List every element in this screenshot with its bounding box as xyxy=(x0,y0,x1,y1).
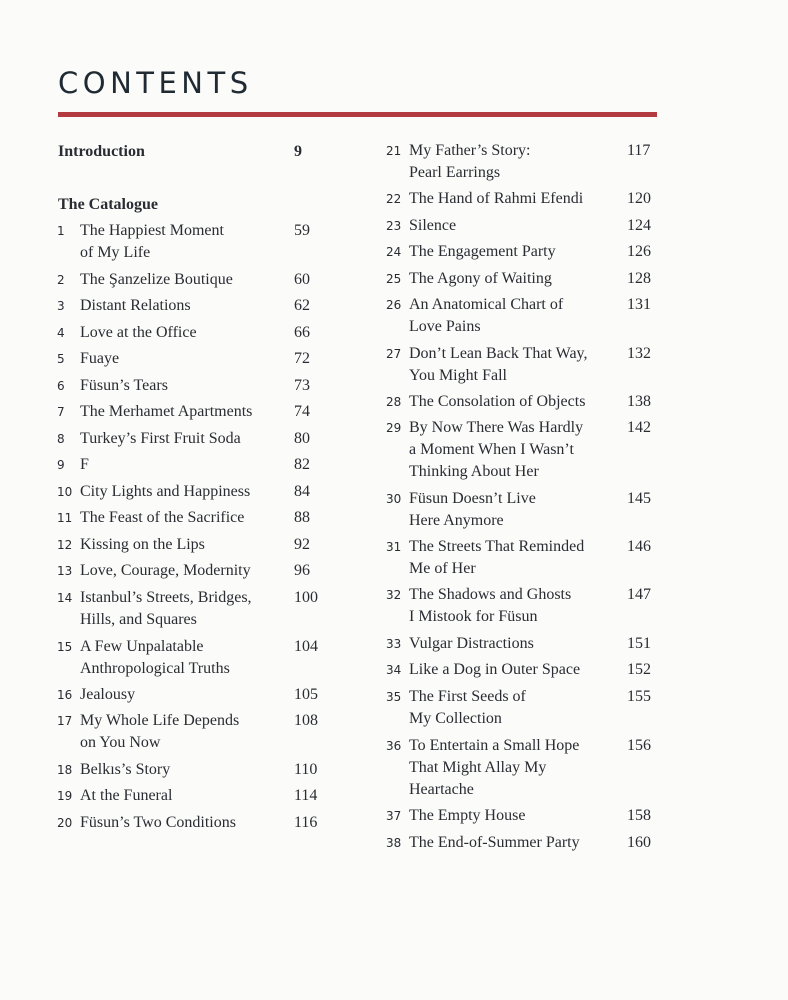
chapter-page: 88 xyxy=(294,509,310,526)
chapter-title: You Might Fall xyxy=(409,367,507,384)
chapter-number: 38 xyxy=(386,836,402,850)
chapter-number: 14 xyxy=(57,591,73,605)
chapter-title: Jealousy xyxy=(80,686,136,703)
chapter-page: 132 xyxy=(627,345,651,362)
chapter-title: Fuaye xyxy=(80,350,120,367)
chapter-title: The Happiest Moment xyxy=(80,222,224,239)
chapter-title: My Father’s Story: xyxy=(409,142,531,159)
chapter-title: Füsun’s Tears xyxy=(80,377,168,394)
chapter-title: Belkıs’s Story xyxy=(80,761,171,778)
chapter-page: 147 xyxy=(627,586,651,603)
chapter-page: 66 xyxy=(294,324,310,341)
chapter-title: Love at the Office xyxy=(80,324,197,341)
chapter-title: Me of Her xyxy=(409,560,476,577)
chapter-number: 17 xyxy=(57,714,73,728)
chapter-number: 4 xyxy=(57,326,65,340)
chapter-title: Pearl Earrings xyxy=(409,164,501,181)
chapter-title: Anthropological Truths xyxy=(80,660,230,677)
chapter-title: An Anatomical Chart of xyxy=(409,296,564,313)
chapter-number: 1 xyxy=(57,224,65,238)
chapter-title: Love, Courage, Modernity xyxy=(80,562,251,579)
chapter-page: 80 xyxy=(294,430,310,447)
chapter-page: 82 xyxy=(294,456,310,473)
chapter-page: 105 xyxy=(294,686,318,703)
chapter-title: The First Seeds of xyxy=(409,688,526,705)
chapter-page: 146 xyxy=(627,538,651,555)
chapter-page: 124 xyxy=(627,217,651,234)
chapter-title: The Shadows and Ghosts xyxy=(409,586,572,603)
chapter-number: 31 xyxy=(386,540,402,554)
chapter-title: City Lights and Happiness xyxy=(80,483,251,500)
section-heading: The Catalogue xyxy=(58,196,158,213)
chapter-number: 27 xyxy=(386,347,402,361)
chapter-title: on You Now xyxy=(80,734,161,751)
chapter-page: 73 xyxy=(294,377,310,394)
chapter-number: 8 xyxy=(57,432,65,446)
chapter-page: 155 xyxy=(627,688,651,705)
chapter-number: 33 xyxy=(386,637,402,651)
chapter-number: 22 xyxy=(386,192,402,206)
chapter-page: 160 xyxy=(627,834,651,851)
chapter-page: 142 xyxy=(627,419,651,436)
chapter-title: F xyxy=(80,456,89,473)
chapter-title: The Agony of Waiting xyxy=(409,270,552,287)
chapter-page: 60 xyxy=(294,271,310,288)
chapter-title: The Merhamet Apartments xyxy=(80,403,253,420)
chapter-number: 18 xyxy=(57,763,73,777)
chapter-title: The Empty House xyxy=(409,807,526,824)
chapter-number: 6 xyxy=(57,379,65,393)
chapter-title: Like a Dog in Outer Space xyxy=(409,661,581,678)
chapter-page: 138 xyxy=(627,393,651,410)
chapter-title: Hills, and Squares xyxy=(80,611,197,628)
chapter-number: 34 xyxy=(386,663,402,677)
chapter-number: 28 xyxy=(386,395,402,409)
chapter-number: 21 xyxy=(386,144,402,158)
chapter-page: 72 xyxy=(294,350,310,367)
chapter-title: Vulgar Distractions xyxy=(409,635,534,652)
chapter-number: 26 xyxy=(386,298,402,312)
chapter-number: 9 xyxy=(57,458,65,472)
chapter-title: Silence xyxy=(409,217,457,234)
introduction-page: 9 xyxy=(294,143,302,160)
chapter-number: 10 xyxy=(57,485,73,499)
chapter-title: The Consolation of Objects xyxy=(409,393,586,410)
chapter-number: 29 xyxy=(386,421,402,435)
chapter-page: 151 xyxy=(627,635,651,652)
chapter-title: Istanbul’s Streets, Bridges, xyxy=(80,589,252,606)
chapter-title: Distant Relations xyxy=(80,297,191,314)
chapter-page: 120 xyxy=(627,190,651,207)
chapter-page: 92 xyxy=(294,536,310,553)
chapter-page: 126 xyxy=(627,243,651,260)
chapter-page: 114 xyxy=(294,787,318,804)
chapter-number: 16 xyxy=(57,688,73,702)
chapter-number: 36 xyxy=(386,739,402,753)
chapter-number: 13 xyxy=(57,564,73,578)
chapter-number: 30 xyxy=(386,492,402,506)
chapter-page: 158 xyxy=(627,807,651,824)
chapter-title: The Şanzelize Boutique xyxy=(80,271,233,288)
chapter-number: 25 xyxy=(386,272,402,286)
chapter-page: 84 xyxy=(294,483,310,500)
chapter-title: a Moment When I Wasn’t xyxy=(409,441,574,458)
chapter-number: 24 xyxy=(386,245,402,259)
chapter-page: 145 xyxy=(627,490,651,507)
chapter-page: 131 xyxy=(627,296,651,313)
chapter-title: Thinking About Her xyxy=(409,463,539,480)
chapter-title: Turkey’s First Fruit Soda xyxy=(80,430,241,447)
chapter-title: The Engagement Party xyxy=(409,243,556,260)
chapter-number: 3 xyxy=(57,299,65,313)
chapter-title: Don’t Lean Back That Way, xyxy=(409,345,588,362)
chapter-title: A Few Unpalatable xyxy=(80,638,204,655)
chapter-title: My Whole Life Depends xyxy=(80,712,240,729)
chapter-title: That Might Allay My xyxy=(409,759,547,776)
chapter-title: of My Life xyxy=(80,244,151,261)
chapter-number: 5 xyxy=(57,352,65,366)
chapter-number: 11 xyxy=(57,511,73,525)
chapter-title: The Hand of Rahmi Efendi xyxy=(409,190,584,207)
chapter-number: 32 xyxy=(386,588,402,602)
chapter-title: Kissing on the Lips xyxy=(80,536,205,553)
chapter-number: 23 xyxy=(386,219,402,233)
chapter-page: 108 xyxy=(294,712,318,729)
chapter-title: Füsun Doesn’t Live xyxy=(409,490,536,507)
chapter-page: 117 xyxy=(627,142,651,159)
chapter-title: Füsun’s Two Conditions xyxy=(80,814,236,831)
page-title: CONTENTS xyxy=(58,66,253,100)
chapter-page: 59 xyxy=(294,222,310,239)
chapter-number: 7 xyxy=(57,405,65,419)
chapter-title: Here Anymore xyxy=(409,512,504,529)
chapter-title: At the Funeral xyxy=(80,787,173,804)
chapter-page: 104 xyxy=(294,638,318,655)
introduction-title: Introduction xyxy=(58,143,145,160)
chapter-page: 100 xyxy=(294,589,318,606)
chapter-number: 12 xyxy=(57,538,73,552)
chapter-title: The End-of-Summer Party xyxy=(409,834,580,851)
chapter-number: 2 xyxy=(57,273,65,287)
chapter-title: Heartache xyxy=(409,781,474,798)
chapter-number: 35 xyxy=(386,690,402,704)
chapter-title: The Streets That Reminded xyxy=(409,538,585,555)
chapter-title: The Feast of the Sacrifice xyxy=(80,509,245,526)
chapter-page: 110 xyxy=(294,761,318,778)
chapter-page: 96 xyxy=(294,562,310,579)
chapter-page: 152 xyxy=(627,661,651,678)
chapter-page: 156 xyxy=(627,737,651,754)
chapter-number: 19 xyxy=(57,789,73,803)
chapter-page: 74 xyxy=(294,403,310,420)
chapter-title: Love Pains xyxy=(409,318,481,335)
chapter-title: To Entertain a Small Hope xyxy=(409,737,580,754)
chapter-page: 128 xyxy=(627,270,651,287)
chapter-title: I Mistook for Füsun xyxy=(409,608,538,625)
chapter-number: 15 xyxy=(57,640,73,654)
chapter-number: 20 xyxy=(57,816,73,830)
chapter-page: 116 xyxy=(294,814,318,831)
chapter-page: 62 xyxy=(294,297,310,314)
chapter-title: My Collection xyxy=(409,710,502,727)
chapter-number: 37 xyxy=(386,809,402,823)
chapter-title: By Now There Was Hardly xyxy=(409,419,584,436)
